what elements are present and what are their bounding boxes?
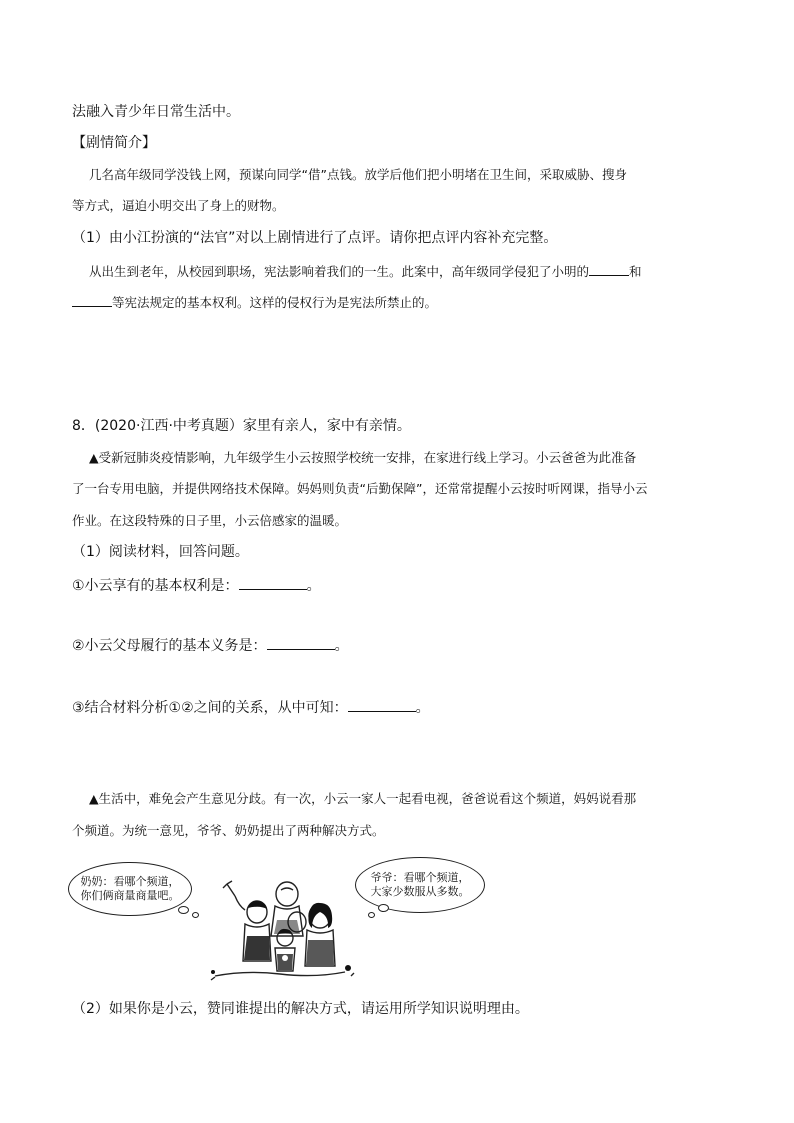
bubble-tail-dot [368,912,375,918]
grandma-speech-bubble [68,862,192,916]
family-illustration [205,876,360,986]
q8-sub1-a [72,575,321,595]
period: 。 [306,578,321,594]
q8-sub1-c [72,697,430,717]
intro-line: 法融入青少年日常生活中。 [72,104,240,120]
q8-sub1-b [72,635,349,655]
bubble-tail-dot [178,906,189,914]
grandpa-speech-bubble [355,857,485,913]
q1-text-line-2 [72,292,437,312]
q8-material2-line-1: ▲生活中，难免会产生意见分歧。有一次，小云一家人一起看电视，爸爸说看这个频道，妈妈说看那 [89,791,637,806]
q8-material2-line-2: 个频道。为统一意见，爷爷、奶奶提出了两种解决方式。 [72,823,385,838]
grandma-bubble-line-2: 你们俩商量商量吧。 [80,889,180,902]
q8-material1-line-3: 作业。在这段特殊的日子里，小云倍感家的温暖。 [72,513,348,528]
q8-sub1-b-text: ②小云父母履行的基本义务是： [72,638,267,654]
answer-blank[interactable] [267,635,335,650]
period: 。 [334,638,349,654]
bubble-tail-dot [192,912,199,918]
answer-blank[interactable] [72,292,112,307]
q8-sub2-prompt: （2）如果你是小云，赞同谁提出的解决方式，请运用所学知识说明理由。 [72,1001,529,1017]
bubble-tail-dot [378,904,389,912]
q8-title: 8．(2020·江西·中考真题）家里有亲人，家中有亲情。 [72,418,411,434]
answer-blank[interactable] [239,575,307,590]
q1-text-part-b: 和 [629,264,642,279]
plot-paragraph-line-2: 等方式，逼迫小明交出了身上的财物。 [72,198,285,213]
q1-text-line-1 [89,261,642,281]
q1-text-part-a: 从出生到老年，从校园到职场，宪法影响着我们的一生。此案中，高年级同学侵犯了小明的 [89,264,590,279]
answer-blank[interactable] [348,697,416,712]
plot-paragraph-line-1: 几名高年级同学没钱上网，预谋向同学“借”点钱。放学后他们把小明堵在卫生间，采取威胁、搜身 [89,167,627,182]
q1-text-part-c: 等宪法规定的基本权利。这样的侵权行为是宪法所禁止的。 [112,295,438,310]
grandpa-bubble-line-2: 大家少数服从多数。 [370,885,470,898]
q8-sub1-c-text: ③结合材料分析①②之间的关系，从中可知： [72,700,348,716]
q8-material1-line-1: ▲受新冠肺炎疫情影响，九年级学生小云按照学校统一安排，在家进行线上学习。小云爸爸为此准备 [89,450,637,465]
q8-sub1-prompt: （1）阅读材料，回答问题。 [72,544,249,560]
answer-blank[interactable] [589,261,629,276]
q1-prompt: （1）由小江扮演的“法官”对以上剧情进行了点评。请你把点评内容补充完整。 [72,230,558,246]
plot-heading: 【剧情简介】 [72,135,156,151]
q8-sub1-a-text: ①小云享有的基本权利是： [72,578,239,594]
q8-material1-line-2: 了一台专用电脑，并提供网络技术保障。妈妈则负责“后勤保障”，还常常提醒小云按时听网课，指导小云 [72,481,648,496]
period: 。 [415,700,430,716]
grandma-bubble-line-1: 奶奶：看哪个频道， [80,875,180,888]
grandpa-bubble-line-1: 爷爷：看哪个频道， [370,871,470,884]
